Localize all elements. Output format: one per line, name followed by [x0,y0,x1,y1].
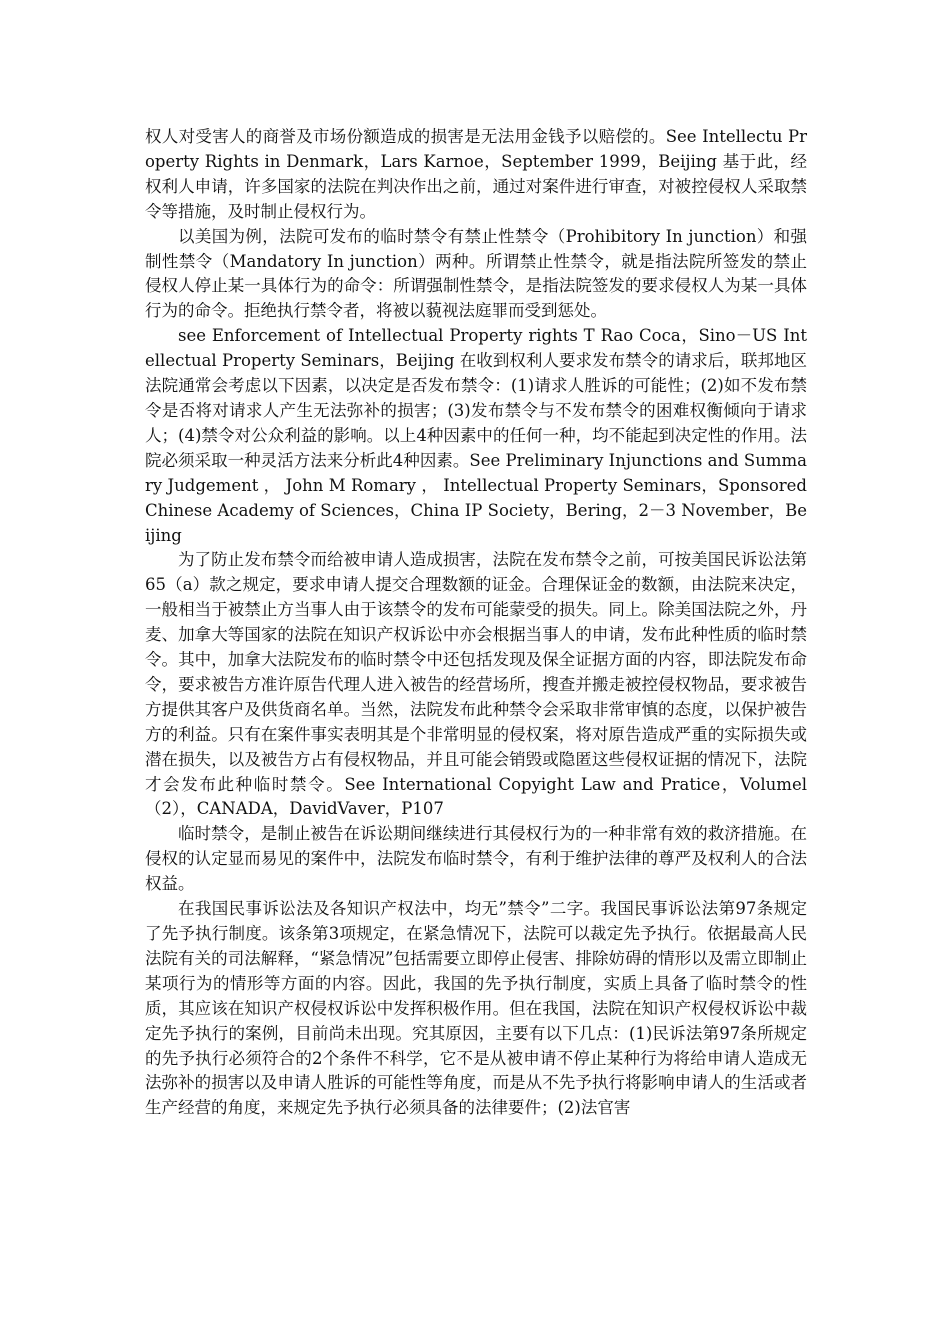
paragraph-5: 临时禁令，是制止被告在诉讼期间继续进行其侵权行为的一种非常有效的救济措施。在侵权的认定显而易见的案件中，法院发布临时禁令，有利于维护法律的尊严及权利人的合法权益。 [145,824,807,894]
paragraph-4: 为了防止发布禁令而给被申请人造成损害，法院在发布禁令之前，可按美国民诉讼法第65（a）款之规定，要求申请人提交合理数额的证金。合理保证金的数额，由法院来决定，一般相当于被禁止方当事人由于该禁令的发布可能蒙受的损失。同上。除美国法院之外，丹麦、加拿大等国家的法院在知识产权诉讼中亦会根据当事人的申请，发布此种性质的临时禁令。其中，加拿大法院发布的临时禁令中还包括发现及保全证据方面的内容，即法院发布命令，要求被告方准许原告代理人进入被告的经营场所，搜查并搬走被控侵权物品，要求被告方提供其客户及供货商名单。当然，法院发布此种禁令会采取非常审慎的态度，以保护被告方的利益。只有在案件事实表明其是个非常明显的侵权案，将对原告造成严重的实际损失或潜在损失，以及被告方占有侵权物品，并且可能会销毁或隐匿这些侵权证据的情况下，法院才会发布此种临时禁令。See International Copyight Law and Pratice，Volumel（2），CANADA，DavidVaver，P107 [145,550,807,819]
paragraph-6: 在我国民事诉讼法及各知识产权法中，均无”禁令”二字。我国民事诉讼法第97条规定了先予执行制度。该条第3项规定，在紧急情况下，法院可以裁定先予执行。依据最高人民法院有关的司法解释，“紧急情况”包括需要立即停止侵害、排除妨碍的情形以及需立即制止某项行为的情形等方面的内容。因此，我国的先予执行制度，实质上具备了临时禁令的性质，其应该在知识产权侵权诉讼中发挥积极作用。但在我国，法院在知识产权侵权诉讼中裁定先予执行的案例，目前尚未出现。究其原因，主要有以下几点：(1)民诉法第97条所规定的先予执行必须符合的2个条件不科学，它不是从被申请不停止某种行为将给申请人造成无法弥补的损害以及申请人胜诉的可能性等角度，而是从不先予执行将影响申请人的生活或者生产经营的角度，来规定先予执行必须具备的法律要件；(2)法官害 [145,899,807,1118]
paragraph-1: 权人对受害人的商誉及市场份额造成的损害是无法用金钱予以赔偿的。See Intellectu Property Rights in Denmark，Lars Karnoe，September 1999，Beijing 基于此，经权利人申请，许多国家的法院在判决作出之前，通过对案件进行审查，对被控侵权人采取禁令等措施，及时制止侵权行为。 [145,127,807,221]
paragraph-2: 以美国为例，法院可发布的临时禁令有禁止性禁令（Prohibitory In junction）和强制性禁令（Mandatory In junction）两种。所谓禁止性禁令，就是指法院所签发的禁止侵权人停止某一具体行为的命令：所谓强制性禁令，是指法院签发的要求侵权人为某一具体行为的命令。拒绝执行禁令者，将被以藐视法庭罪而受到惩处。 [145,226,807,321]
paragraph-3: see Enforcement of Intellectual Property rights T Rao Coca，Sino－US Intellectual Property Seminars，Beijing 在收到权利人要求发布禁令的请求后，联邦地区法院通常会考虑以下因素，以决定是否发布禁令：(1)请求人胜诉的可能性；(2)如不发布禁令是否将对请求人产生无法弥补的损害；(3)发布禁令与不发布禁令的困难权衡倾向于请求人；(4)禁令对公众利益的影响。以上4种因素中的任何一种，均不能起到决定性的作用。法院必须采取一种灵活方法来分析此4种因素。See Preliminary Injunctions and Summary Judgement ， John M Romary ， Intellectual Property Seminars，Sponsored Chinese Academy of Sciences，China IP Society，Bering，2－3 November，Beijing [145,326,807,545]
document-body [145,125,807,1121]
